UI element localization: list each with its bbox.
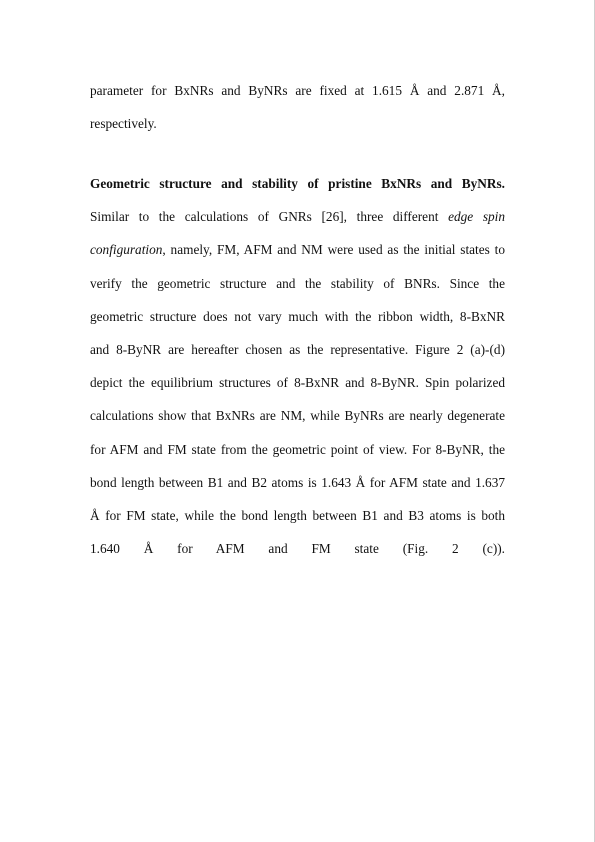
- text-run: , namely, FM, AFM and NM were used as the initial states to: [162, 242, 505, 258]
- text-line: calculations show that BxNRs are NM, while ByNRs are nearly degenerate: [90, 408, 505, 424]
- text-line: parameter for BxNRs and ByNRs are fixed at 1.615 Å and 2.871 Å,: [90, 83, 505, 98]
- italic-term: configuration: [90, 242, 163, 258]
- text-line: [90, 200, 505, 233]
- text-run: Similar to the calculations of GNRs [26], three different: [90, 209, 449, 225]
- paragraph-lattice-parameter: [90, 74, 505, 140]
- text-line: [90, 233, 505, 266]
- text-line: respectively.: [90, 116, 157, 132]
- text-line: 1.640 Å for AFM and FM state (Fig. 2 (c)).: [90, 541, 505, 557]
- italic-term: edge spin: [448, 209, 505, 225]
- text-line: geometric structure does not vary much with the ribbon width, 8-BxNR: [90, 308, 505, 324]
- paragraph-geometric-structure: [90, 167, 505, 565]
- text-line: and 8-ByNR are hereafter chosen as the representative. Figure 2 (a)-(d): [90, 341, 505, 357]
- text-line: Å for FM state, while the bond length between B1 and B3 atoms is both: [90, 507, 505, 523]
- section-heading: Geometric structure and stability of pristine BxNRs and ByNRs.: [90, 176, 505, 191]
- text-line: bond length between B1 and B2 atoms is 1.643 Å for AFM state and 1.637: [90, 474, 505, 490]
- text-line: depict the equilibrium structures of 8-BxNR and 8-ByNR. Spin polarized: [90, 375, 505, 391]
- text-line: verify the geometric structure and the stability of BNRs. Since the: [90, 275, 505, 291]
- text-line: for AFM and FM state from the geometric point of view. For 8-ByNR, the: [90, 441, 505, 457]
